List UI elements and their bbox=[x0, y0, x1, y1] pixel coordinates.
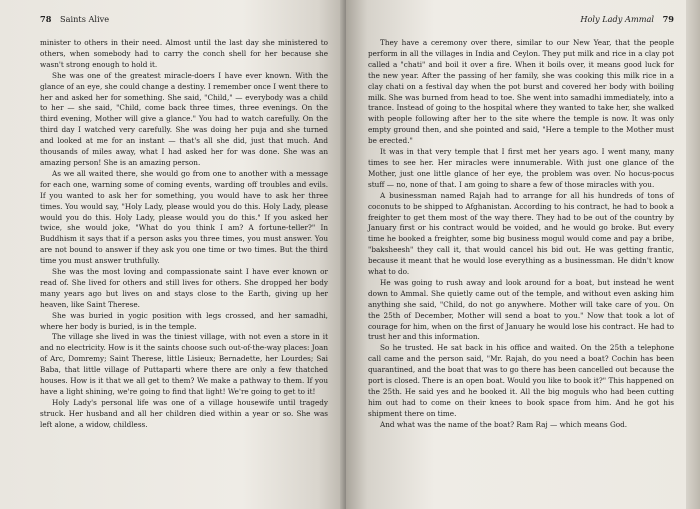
page-edge bbox=[686, 0, 700, 509]
left-page-body bbox=[40, 38, 328, 431]
left-page bbox=[0, 0, 346, 509]
paragraph: As we all waited there, she would go from one to another with a message for each one, warning some of coming events, warding off troubles and evils. If you wanted to ask her for something, you would have to ask her three times. You would say, "Holy Lady, please would you do this. Holy Lady, please would you do this. Holy Lady, please would you do this." If you asked her twice, she would joke, "What do you think I am? A fortune-teller?" In Buddhism it says that if a person asks you three times, you must answer. You are not bound to answer if they ask you one time or two times. But the third time you must answer truthfully. bbox=[40, 168, 328, 266]
right-page-header bbox=[368, 14, 674, 28]
paragraph: She was the most loving and compassionate saint I have ever known or read of. She lived for others and still lives for others. She dropped her body many years ago but lives on and stays close to the Earth, giving up her heaven, like Saint Therese. bbox=[40, 267, 328, 309]
left-running-head: Saints Alive bbox=[60, 14, 110, 24]
paragraph: Holy Lady's personal life was one of a village housewife until tragedy struck. Her husband and all her children died within a year or so. She was left alone, a widow, childless. bbox=[40, 397, 328, 429]
paragraph: The village she lived in was the tiniest village, with not even a store in it and no electricity. How is it the saints choose such out-of-the-way places: Joan of Arc, Domremy; Saint Therese, little Lisieux; Bernadette, her Lourdes; Sai Baba, that little village of Puttaparti where there are only a few thatched houses. How is it that we all get to them? We make a pathway to them. If you have a light shining, we're going to find that light! We're going to get to it! bbox=[40, 332, 328, 396]
paragraph: A businessman named Rajah had to arrange for all his hundreds of tons of coconuts to be shipped to Afghanistan. According to his contract, he had to book a freighter to get them most of the way there. They had to be out of the country by January first or his contract would be voided, and he would go broke. But every time he booked a freighter, some big business mogul would come and pay a bribe, "baksheesh" they call it, that would cancel his bid out. He was getting frantic, because it meant that he would lose everything as a businessman. He didn't know what to do. bbox=[368, 190, 674, 277]
right-running-head: Holy Lady Ammal bbox=[580, 14, 654, 24]
left-page-header bbox=[40, 14, 328, 28]
paragraph: She was one of the greatest miracle-doers I have ever known. With the glance of an eye, she could change a destiny. I remember once I went there to her and asked her for something. She said, "Child," — everybody was a child to her — she said, "Child, come back three times, three evenings. On the third evening, Mother will give a glance." You had to watch carefully. On the third day I watched very carefully. She was doing her puja and she turned and looked at me for an instant — that's all she did, just that much. And thousands of miles away, what I had asked her for was done. She was an amazing person! She is an amazing person. bbox=[40, 70, 328, 167]
paragraph: He was going to rush away and look around for a boat, but instead he went down to Ammal. She quietly came out of the temple, and without even asking him anything she said, "Child, do not go anywhere. Mother will take care of you. On the 25th of December, Mother will send a boat to you." Now that took a lot of courage for him, when on the first of January he would lose his contract. He had to trust her and this information. bbox=[368, 277, 674, 342]
paragraph: She was buried in yogic position with legs crossed, and her samadhi, where her body is buried, is in the temple. bbox=[40, 310, 328, 331]
right-page bbox=[346, 0, 700, 509]
paragraph: It was in that very temple that I first met her years ago. I went many, many times to see her. Her miracles were innumerable. With just one glance of the Mother, just one little glance of her eye, the problem was over. No hocus-pocus stuff — no, none of that. I am going to share a few of those miracles with you. bbox=[368, 147, 674, 189]
paragraph: They have a ceremony over there, similar to our New Year, that the people perform in all the villages in India and Ceylon. They put milk and rice in a clay pot called a "chati" and boil it over a fire. When it boils over, it means good luck for the new year. After the passing of her family, she was cooking this milk rice in a clay chati on a festival day when the pot burst and covered her body with boiling milk. She was burned from head to toe. She went into samadhi immediately, into a trance. Instead of going to the hospital where they wanted to take her, she walked with people following after her to the site where the temple is now. It was only empty ground then, and she pointed and said, "Here a temple to the Mother must be erected." bbox=[368, 38, 674, 146]
right-page-body bbox=[368, 38, 674, 431]
paragraph: And what was the name of the boat? Ram Raj — which means God. bbox=[380, 419, 628, 429]
paragraph: minister to others in their need. Almost until the last day she ministered to others, when somebody had to carry the conch shell for her because she wasn't strong enough to hold it. bbox=[40, 38, 328, 69]
left-page-number: 78 bbox=[40, 14, 52, 24]
right-page-number: 79 bbox=[662, 14, 674, 24]
paragraph: So he trusted. He sat back in his office and waited. On the 25th a telephone call came and the person said, "Mr. Rajah, do you need a boat? Cochin has been quarantined, and the boat that was to go there has been cancelled out because the port is closed. There is an open boat. Would you like to book it?" This happened on the 25th. He said yes and he booked it. All the big moguls who had been cutting him out had to come on their knees to book space from him. And he got his shipment there on time. bbox=[368, 343, 674, 418]
